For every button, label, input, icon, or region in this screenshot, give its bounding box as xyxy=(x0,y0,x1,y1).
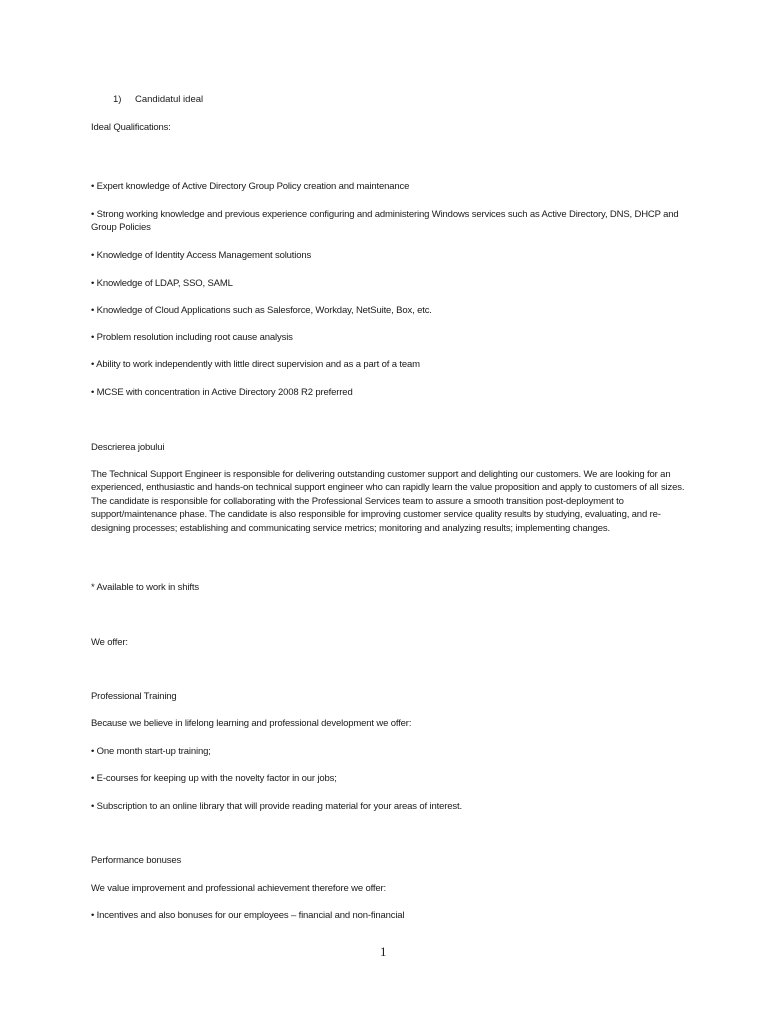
training-item: • Subscription to an online library that will provide reading material for your areas of interest. xyxy=(91,801,462,812)
training-intro: Because we believe in lifelong learning and professional development we offer: xyxy=(91,718,412,729)
qualification-item: • Knowledge of LDAP, SSO, SAML xyxy=(91,278,233,289)
bonuses-item: • Incentives and also bonuses for our employees – financial and non-financial xyxy=(91,910,405,921)
section-number: 1) xyxy=(113,94,122,105)
training-item: • E-courses for keeping up with the novelty factor in our jobs; xyxy=(91,773,337,784)
training-item: • One month start-up training; xyxy=(91,746,211,757)
page-number: 1 xyxy=(380,944,387,959)
qualification-item: • Problem resolution including root cause analysis xyxy=(91,332,293,343)
training-heading: Professional Training xyxy=(91,691,177,702)
job-description-paragraph: The Technical Support Engineer is responsible for delivering outstanding customer support and delighting our customers. We are looking for an experienced, enthusiastic and hands-on technical support engineer who can rapidly learn the value proposition and apply to customers of all sizes. The candidate is responsible for collaborating with the Professional Services team to assure a smooth transition post-deployment to support/maintenance phase. The candidate is also responsible for improving customer service quality results by studying, evaluating, and re-designing processes; establishing and communicating service metrics; monitoring and analyzing results; implementing changes. xyxy=(91,469,685,534)
we-offer-heading: We offer: xyxy=(91,637,128,648)
job-description-heading: Descrierea jobului xyxy=(91,442,165,453)
bonuses-heading: Performance bonuses xyxy=(91,855,182,866)
qualification-item: • Knowledge of Cloud Applications such as Salesforce, Workday, NetSuite, Box, etc. xyxy=(91,305,432,316)
qualification-item: • Expert knowledge of Active Directory Group Policy creation and maintenance xyxy=(91,181,410,192)
section-title: Candidatul ideal xyxy=(135,94,204,105)
qualification-item: • MCSE with concentration in Active Directory 2008 R2 preferred xyxy=(91,387,353,398)
qualification-item: • Ability to work independently with little direct supervision and as a part of a team xyxy=(91,359,420,370)
qualification-item: • Strong working knowledge and previous experience configuring and administering Windows services such as Active Directory, DNS, DHCP and Group Policies xyxy=(91,209,679,234)
qualification-item: • Knowledge of Identity Access Management solutions xyxy=(91,250,312,261)
bonuses-intro: We value improvement and professional achievement therefore we offer: xyxy=(91,883,387,894)
ideal-qualifications-heading: Ideal Qualifications: xyxy=(91,122,171,133)
shifts-note: * Available to work in shifts xyxy=(91,582,199,593)
